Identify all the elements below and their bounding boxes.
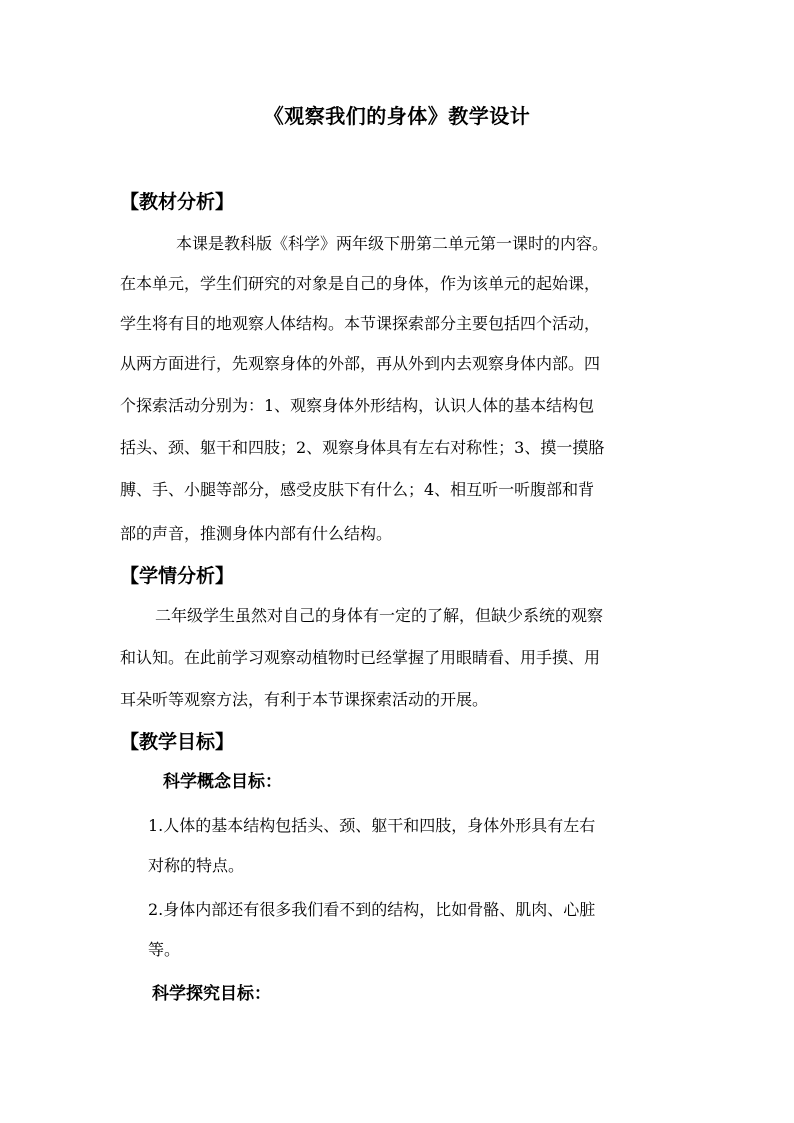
goal-line: 对称的特点。 bbox=[148, 856, 245, 875]
section-heading-goals: 【教学目标】 bbox=[120, 731, 235, 753]
section-heading-analysis: 【教材分析】 bbox=[120, 191, 235, 213]
goal-line: 1.人体的基本结构包括头、颈、躯干和四肢，身体外形具有左右 bbox=[148, 816, 596, 835]
paragraph-line: 和认知。在此前学习观察动植物时已经掌握了用眼睛看、用手摸、用 bbox=[120, 648, 601, 667]
paragraph-line: 在本单元，学生们研究的对象是自己的身体，作为该单元的起始课， bbox=[120, 274, 601, 293]
goal-line: 等。 bbox=[148, 940, 181, 959]
paragraph-line: 括头、颈、躯干和四肢；2、观察身体具有左右对称性；3、摸一摸胳 bbox=[120, 438, 605, 457]
document-title: 《观察我们的身体》教学设计 bbox=[263, 104, 531, 128]
paragraph-line: 学生将有目的地观察人体结构。本节课探索部分主要包括四个活动， bbox=[120, 314, 601, 333]
paragraph-line: 膊、手、小腿等部分，感受皮肤下有什么；4、相互听一听腹部和背 bbox=[120, 480, 595, 499]
paragraph-line: 部的声音，推测身体内部有什么结构。 bbox=[120, 524, 393, 543]
paragraph-line: 从两方面进行，先观察身体的外部，再从外到内去观察身体内部。四 bbox=[120, 354, 601, 373]
sub-heading-inquiry: 科学探究目标： bbox=[152, 984, 271, 1004]
section-heading-students: 【学情分析】 bbox=[120, 565, 235, 587]
sub-heading-concept: 科学概念目标： bbox=[163, 772, 282, 792]
goal-line: 2.身体内部还有很多我们看不到的结构，比如骨骼、肌肉、心脏 bbox=[148, 900, 596, 919]
paragraph-line: 本课是教科版《科学》两年级下册第二单元第一课时的内容。 bbox=[176, 234, 609, 253]
paragraph-line: 个探索活动分别为：1、观察身体外形结构，认识人体的基本结构包 bbox=[120, 396, 595, 415]
paragraph-line: 二年级学生虽然对自己的身体有一定的了解，但缺少系统的观察 bbox=[155, 606, 604, 625]
paragraph-line: 耳朵听等观察方法，有利于本节课探索活动的开展。 bbox=[120, 690, 489, 709]
